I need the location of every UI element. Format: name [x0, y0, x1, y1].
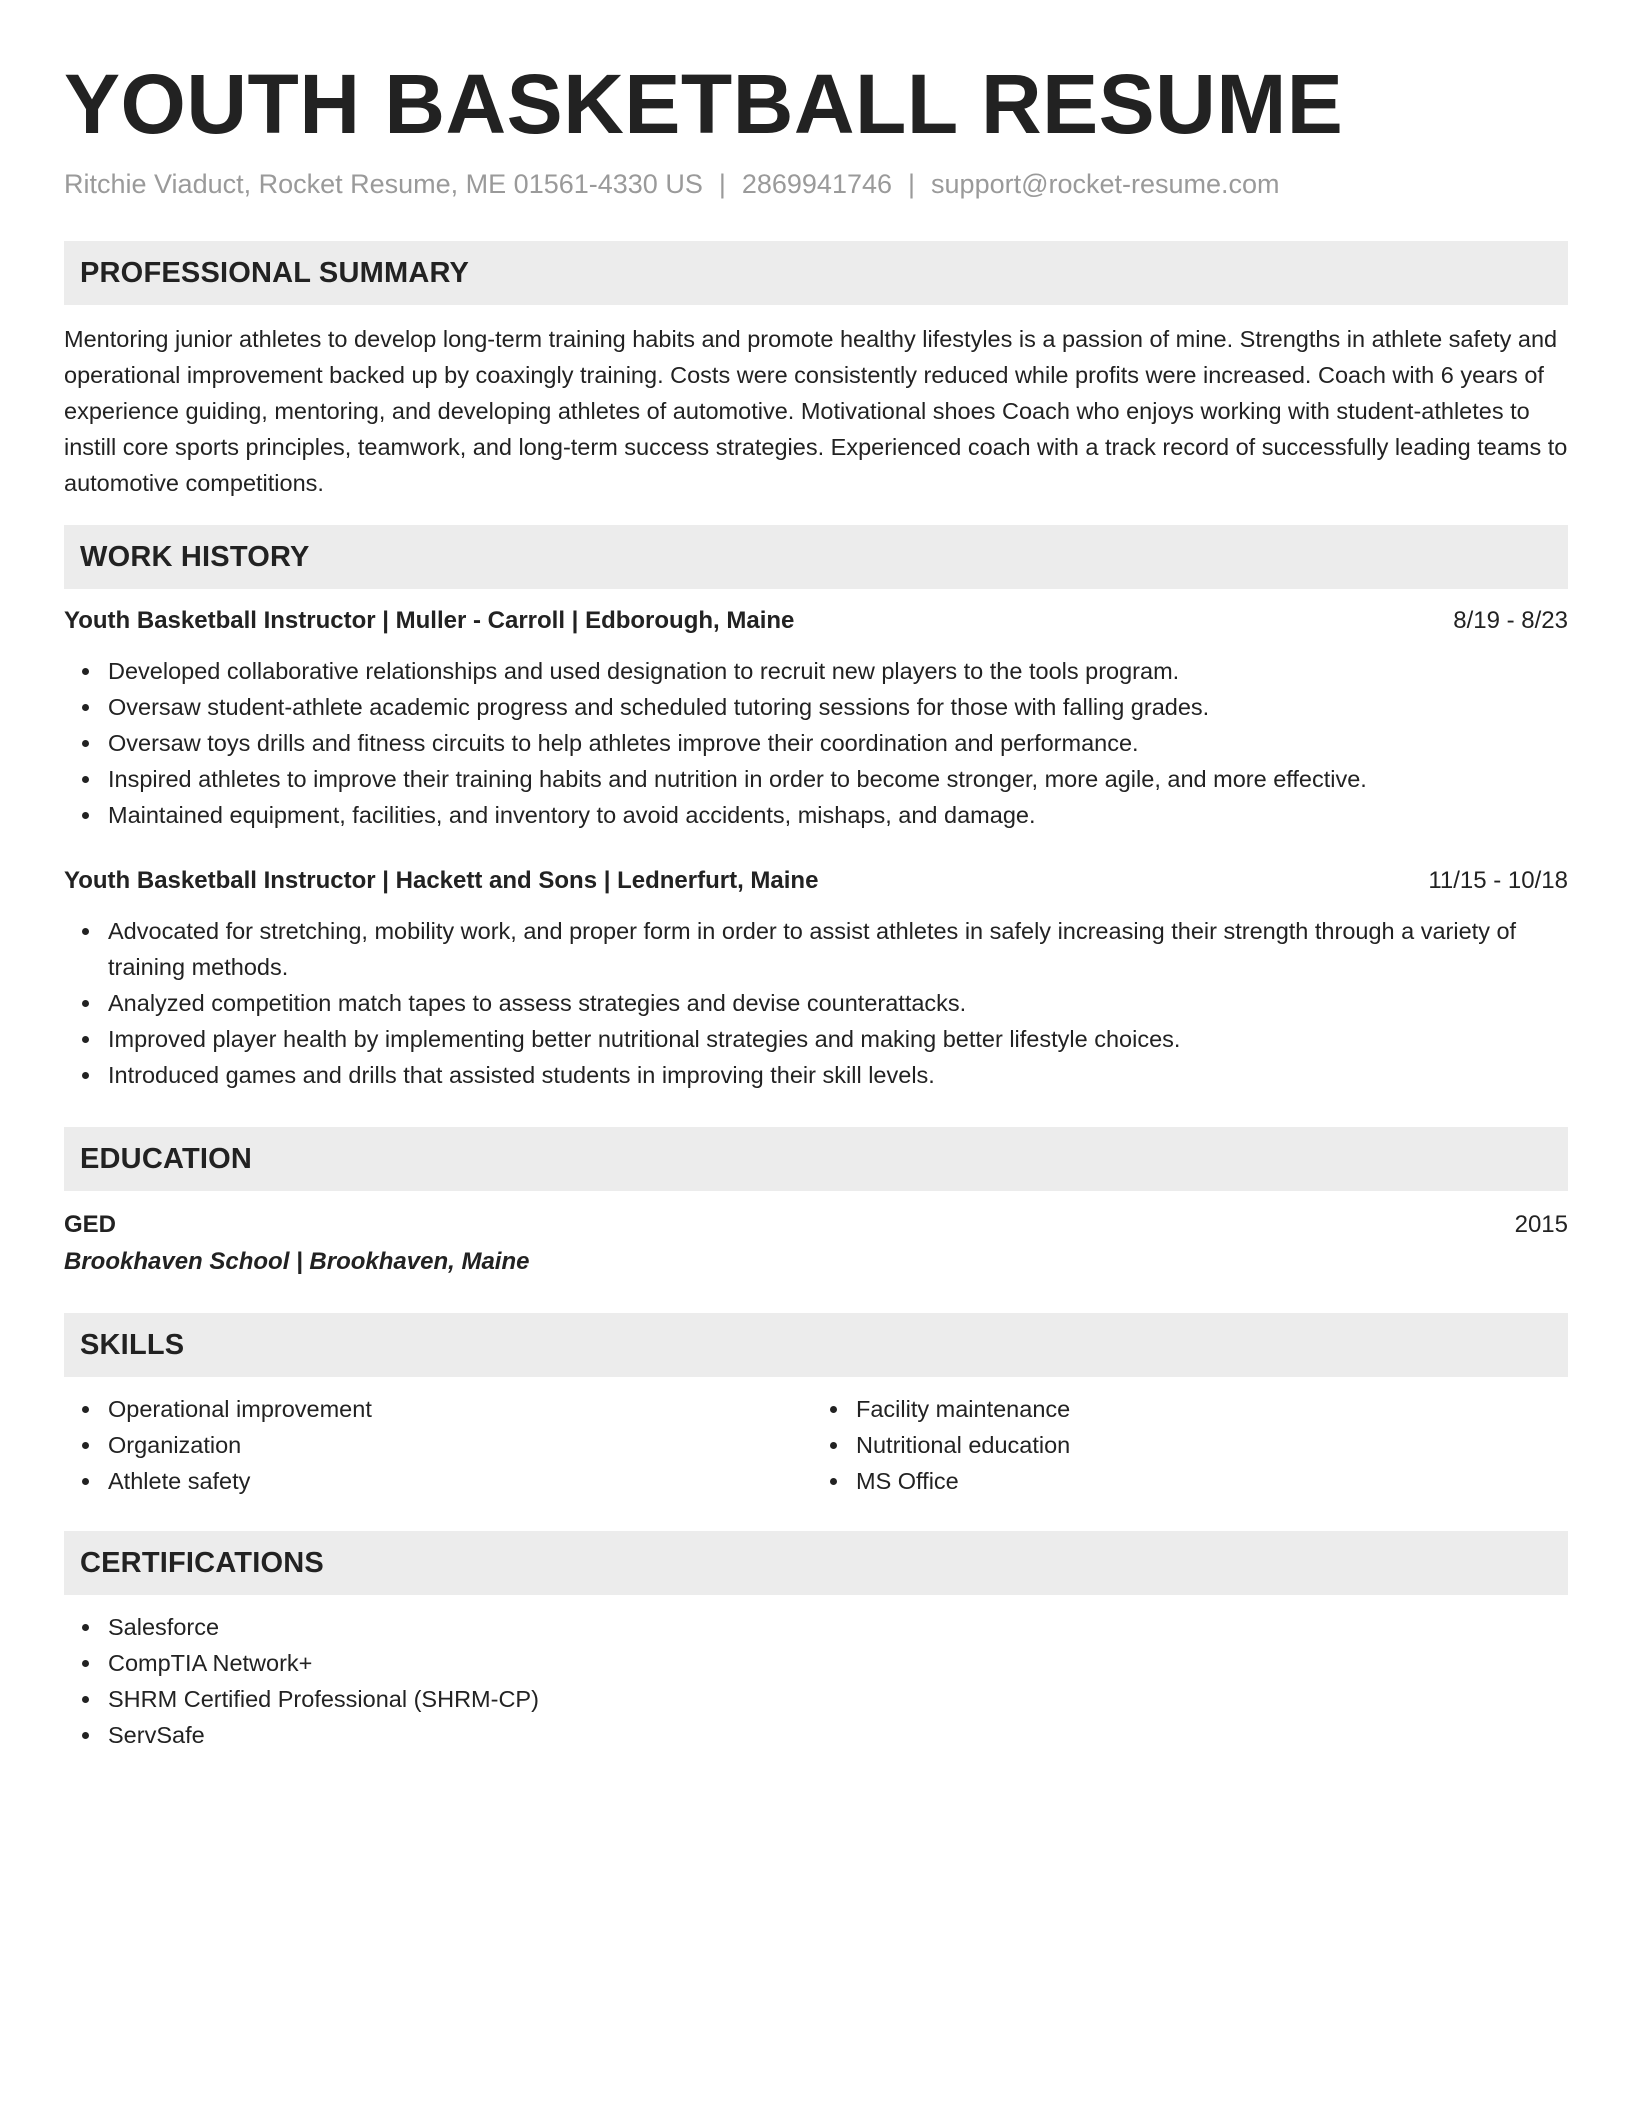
job-bullet: Developed collaborative relationships and used designation to recruit new players to the tools program. [64, 653, 1568, 689]
skills-column-right [812, 1391, 1564, 1499]
contact-address: Ritchie Viaduct, Rocket Resume, ME 01561-4330 US [64, 169, 703, 199]
contact-separator: | [908, 169, 916, 199]
job-bullet: Inspired athletes to improve their training habits and nutrition in order to become stronger, more agile, and more effective. [64, 761, 1568, 797]
job-entry [64, 863, 1568, 1093]
job-bullets [64, 653, 1568, 833]
certification-item: Salesforce [64, 1609, 1568, 1645]
summary-heading: PROFESSIONAL SUMMARY [64, 241, 1568, 305]
education-heading: EDUCATION [64, 1127, 1568, 1191]
skills-heading: SKILLS [64, 1313, 1568, 1377]
job-bullet: Improved player health by implementing better nutritional strategies and making better lifestyle choices. [64, 1021, 1568, 1057]
job-entry [64, 603, 1568, 833]
job-title: Youth Basketball Instructor | Hackett and Sons | Lednerfurt, Maine [64, 867, 819, 894]
education-year: 2015 [1514, 1211, 1568, 1238]
certification-item: CompTIA Network+ [64, 1645, 1568, 1681]
job-bullet: Advocated for stretching, mobility work, and proper form in order to assist athletes in safely increasing their strength through a variety of training methods. [64, 913, 1568, 985]
certifications-list [64, 1609, 1568, 1753]
job-bullet: Analyzed competition match tapes to assess strategies and devise counterattacks. [64, 985, 1568, 1021]
education-degree: GED [64, 1211, 117, 1238]
contact-email: support@rocket-resume.com [931, 169, 1280, 199]
skill-item: Nutritional education [812, 1427, 1564, 1463]
job-title: Youth Basketball Instructor | Muller - Carroll | Edborough, Maine [64, 607, 795, 634]
skill-item: Operational improvement [64, 1391, 816, 1427]
job-bullet: Introduced games and drills that assisted students in improving their skill levels. [64, 1057, 1568, 1093]
skills-grid [64, 1391, 1568, 1499]
job-header [64, 863, 1568, 899]
job-header [64, 603, 1568, 639]
summary-text: Mentoring junior athletes to develop long-term training habits and promote healthy lifestyles is a passion of mine. Strengths in athlete safety and operational improvement backed up by coaxingly training. Costs were consistently reduced while profits were increased. Coach with 6 years of experience guiding, mentoring, and developing athletes of automotive. Motivational shoes Coach who enjoys working with student-athletes to instill core sports principles, teamwork, and long-term success strategies. Experienced coach with a track record of successfully leading teams to automotive competitions. [64, 326, 1568, 496]
job-bullet: Oversaw toys drills and fitness circuits to help athletes improve their coordination and performance. [64, 725, 1568, 761]
education-header [64, 1207, 1568, 1243]
resume-title: YOUTH BASKETBALL RESUME [64, 57, 1344, 151]
skill-item: Athlete safety [64, 1463, 816, 1499]
certification-item: ServSafe [64, 1717, 1568, 1753]
contact-phone: 2869941746 [741, 169, 893, 199]
job-dates: 11/15 - 10/18 [1428, 867, 1568, 894]
job-bullet: Oversaw student-athlete academic progress and scheduled tutoring sessions for those with falling grades. [64, 689, 1568, 725]
skills-column-left [64, 1391, 816, 1499]
contact-line [64, 166, 1568, 202]
work-history-heading: WORK HISTORY [64, 525, 1568, 589]
job-dates: 8/19 - 8/23 [1453, 607, 1568, 634]
skill-item: Organization [64, 1427, 816, 1463]
certification-item: SHRM Certified Professional (SHRM-CP) [64, 1681, 1568, 1717]
education-school: Brookhaven School | Brookhaven, Maine [64, 1248, 530, 1275]
skill-item: MS Office [812, 1463, 1564, 1499]
contact-separator: | [718, 169, 726, 199]
job-bullets [64, 913, 1568, 1093]
skill-item: Facility maintenance [812, 1391, 1564, 1427]
certifications-heading: CERTIFICATIONS [64, 1531, 1568, 1595]
job-bullet: Maintained equipment, facilities, and inventory to avoid accidents, mishaps, and damage. [64, 797, 1568, 833]
education-entry [64, 1207, 1568, 1281]
